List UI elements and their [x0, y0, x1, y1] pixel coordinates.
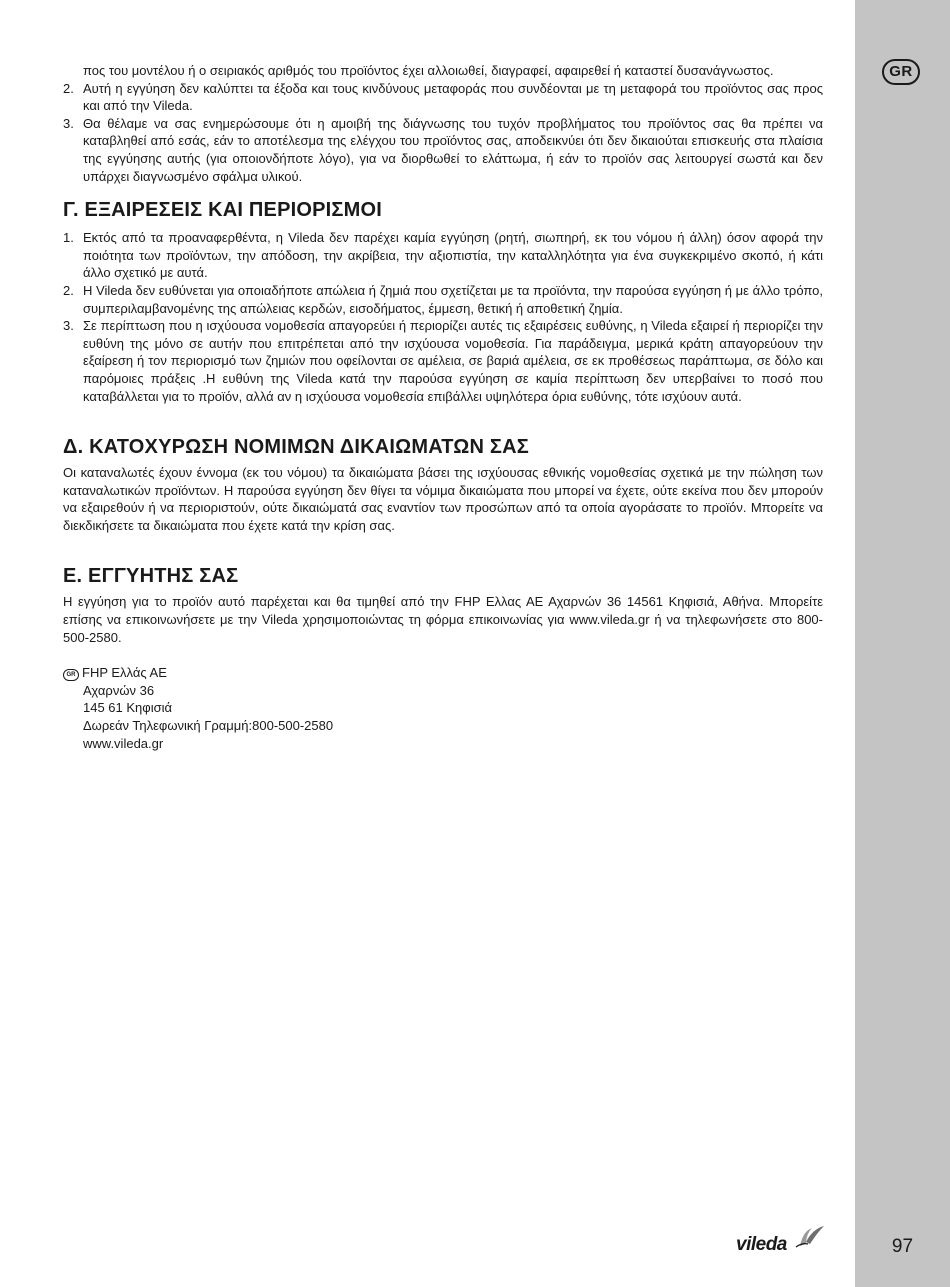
list-item	[63, 115, 823, 185]
list-text: Εκτός από τα προαναφερθέντα, η Vileda δεν παρέχει καμία εγγύηση (ρητή, σιωπηρή, εκ του νόμου ή άλλη) όσον αφορά την ποιότητα των προϊόντων, την απόδοση, την ακρίβεια, την αξιοπιστία, την καταλληλότητα για ένα συγκεκριμένο σκοπό, ή κάτι άλλο σχετικό με αυτά.	[83, 230, 823, 281]
vileda-logo	[736, 1222, 826, 1258]
address-line: Δωρεάν Τηλεφωνική Γραμμή:800-500-2580	[83, 718, 334, 734]
side-tab	[855, 0, 950, 1287]
list-item	[63, 317, 823, 405]
country-badge: GR	[882, 59, 920, 85]
intro-list	[63, 62, 823, 185]
exclusions-list	[63, 229, 823, 405]
list-item: πος του μοντέλου ή ο σειριακός αριθμός του προϊόντος έχει αλλοιωθεί, διαγραφεί, αφαιρεθεί ή καταστεί δυσανάγνωστος.	[83, 63, 774, 78]
list-item	[63, 282, 823, 317]
list-text: Η Vileda δεν ευθύνεται για οποιαδήποτε απώλεια ή ζημιά που σχετίζεται με τα προϊόντα, την παρούσα εγγύηση ή με άλλο τρόπο, συμπεριλαμβανομένης της απώλειας κερδών, εισοδήματος, έμμεση, θετική ή αποθετική ζημία.	[83, 282, 823, 316]
country-mini-badge: GR	[63, 669, 79, 681]
section-heading-exclusions: Γ. ΕΞΑΙΡΕΣΕΙΣ ΚΑΙ ΠΕΡΙΟΡΙΣΜΟΙ	[63, 199, 382, 222]
address-line: GR FHP Ελλάς ΑΕ	[63, 664, 823, 682]
guarantor-paragraph: Η εγγύηση για το προϊόν αυτό παρέχεται και θα τιμηθεί από την FHP Ελλας ΑΕ Αχαρνών 36 14561 Κηφισιά, Αθήνα. Μπορείτε επίσης να επικοινωνήσετε με την Vileda χρησιμοποιώντας τη φόρμα επικοινωνίας για www.vileda.gr ή να τηλεφωνήσετε στο 800-500-2580.	[63, 594, 823, 645]
section-heading-guarantor: Ε. ΕΓΓΥΗΤΗΣ ΣΑΣ	[63, 565, 239, 588]
list-number: 2.	[63, 80, 74, 96]
address-line: Αχαρνών 36	[83, 682, 155, 698]
address-line: www.vileda.gr	[83, 735, 164, 751]
list-number: 1.	[63, 230, 74, 246]
main-content	[63, 62, 823, 752]
bird-icon	[792, 1222, 826, 1248]
address-block	[63, 664, 823, 752]
logo-wordmark: vileda	[736, 1234, 787, 1255]
section-heading-legal-rights: Δ. ΚΑΤΟΧΥΡΩΣΗ ΝΟΜΙΜΩΝ ΔΙΚΑΙΩΜΑΤΩΝ ΣΑΣ	[63, 436, 529, 459]
list-item	[63, 80, 823, 115]
list-text: Αυτή η εγγύηση δεν καλύπτει τα έξοδα και τους κινδύνους μεταφοράς που συνδέονται με τη μεταφορά του προϊόντος σας προς και από την Vileda.	[83, 80, 823, 114]
address-line: 145 61 Κηφισιά	[83, 700, 173, 716]
list-number: 2.	[63, 282, 74, 298]
legal-rights-paragraph: Οι καταναλωτές έχουν έννομα (εκ του νόμου) τα δικαιώματα βάσει της ισχύουσας εθνικής νομοθεσίας σχετικά με την πώληση των καταναλωτικών προϊόντων. Η παρούσα εγγύηση δεν θίγει τα νόμιμα δικαιώματα που μπορεί να έχετε, ούτε εκείνα που δεν μπορούν να εξαιρεθούν ή να περιοριστούν, ούτε δικαιώματά σας εναντίον των προσώπων από τα οποία αγοράσατε το προϊόν. Μπορείτε να διεκδικήσετε τα δικαιώματα που έχετε κατά την κρίση σας.	[63, 465, 823, 533]
list-item	[63, 229, 823, 282]
list-number: 3.	[63, 115, 74, 131]
list-number: 3.	[63, 318, 74, 334]
list-text: Σε περίπτωση που η ισχύουσα νομοθεσία απαγορεύει ή περιορίζει αυτές τις εξαιρέσεις ευθύνης, η Vileda εξαιρεί ή περιορίζει την ευθύνη της μόνο σε αυτήν που επιτρέπεται από την ισχύουσα νομοθεσία. Για παράδειγμα, μερικά κράτη απαγορεύουν την εξαίρεση ή τον περιορισμό των ζημιών που οφείλονται σε αμέλεια, σε βαριά αμέλεια, σε εκ προθέσεως παράπτωμα, σε δόλο και παρόμοιες πράξεις .Η ευθύνη της Vileda κατά την παρούσα εγγύηση σε καμία περίπτωση δεν υπερβαίνει το ποσό που καταβάλλεται για το προϊόν, αλλά αν η ισχύουσα νομοθεσία επιβάλλει υψηλότερα όρια ευθύνης, τότε ισχύουν αυτά.	[83, 318, 823, 404]
page-number: 97	[891, 1236, 914, 1257]
list-text: Θα θέλαμε να σας ενημερώσουμε ότι η αμοιβή της διάγνωσης του τυχόν προβλήματος του προϊόντος σας θα πρέπει να καταβληθεί από εσάς, εάν το αποτέλεσμα της ελέγχου του προϊόντος σας, αποδεικνύει ότι δεν δικαιούται επισκευής στα πλαίσια της εγγύησης αυτής (για οποιονδήποτε λόγο), για να διορθωθεί το ελάττωμα, ή εάν το προϊόν σας λειτουργεί σωστά και δεν υπάρχει διαγνωσμένο σφάλμα υλικού.	[83, 115, 823, 184]
